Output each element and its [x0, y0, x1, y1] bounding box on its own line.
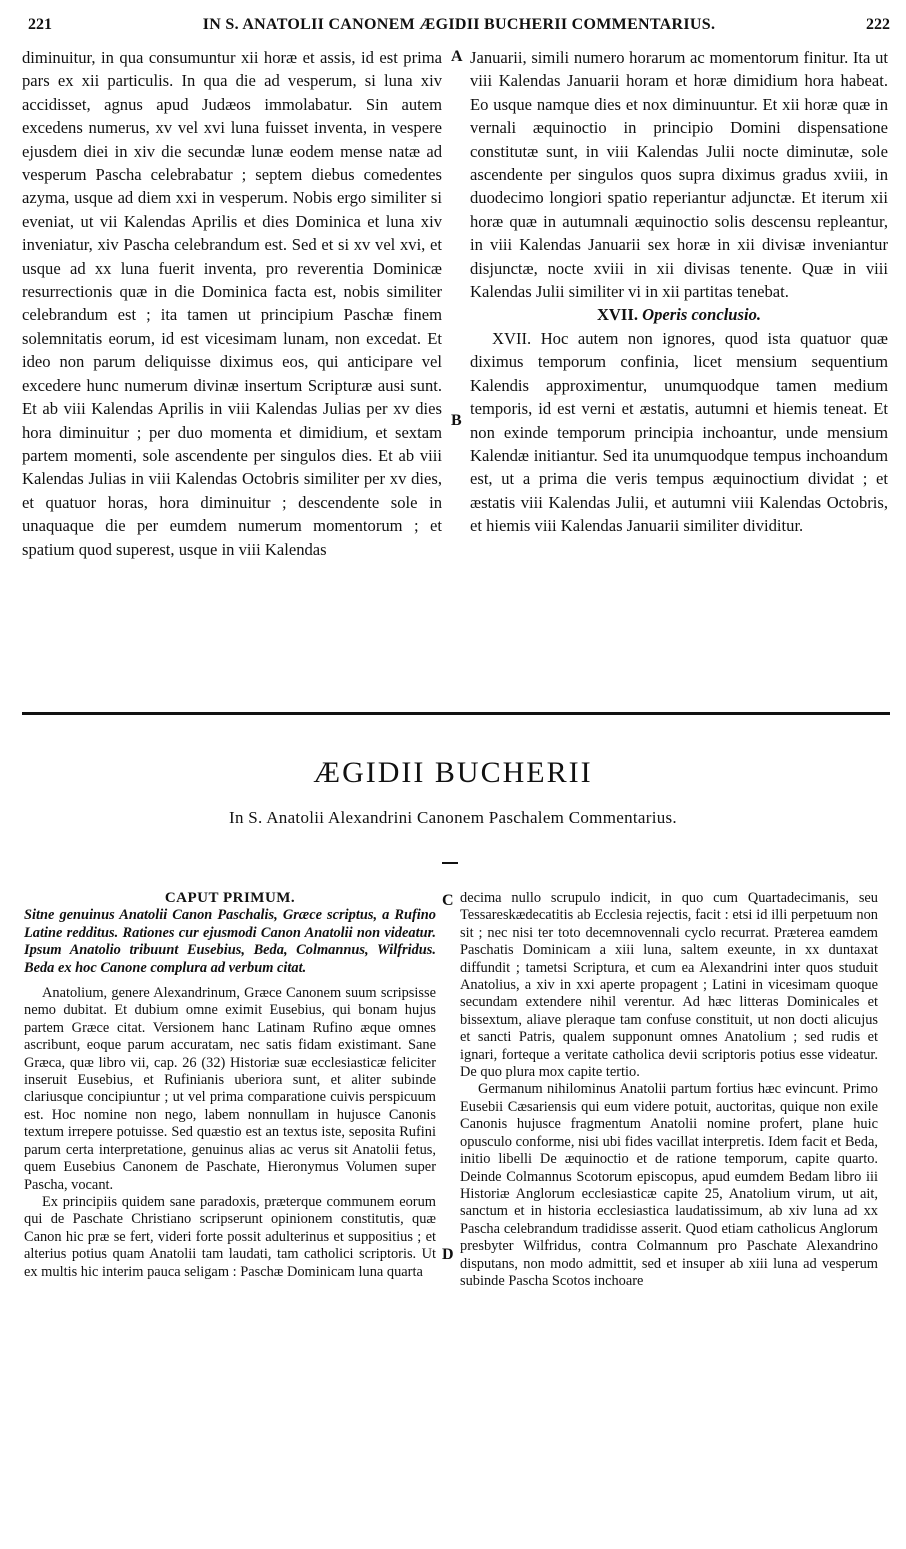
bottom-right-paragraph-1: decima nullo scrupulo indicit, in quo cum Quartadecimanis, seu Tessareskædecatitis ab Ecclesia rejectis, facit : etsi id illi perpetuum non sit ; nec nisi ter toto decemnovennali cyclo recurrat. Præterea eamdem Paschatis Dominicam a xiii luna, saltem exeunte, in xx duntaxat diffundit ; tametsi Scriptura, et cum ea Alexandrini inter quos studuit Anatolius, a xiv in xxi aperte propagent ; Latini in vicesimam quoque secundam extendere nihil verentur. Ad hæc litteras Dominicales et bissextum, aliave pleraque tam confuse constituit, ut non docti alicujus et sancti Patris, qualem supponunt omnes Anatolium ; sed rudis et ignari, forteque a veritate catholica devii scriptoris potius esse videatur. De quo plura mox capite tertio.: [460, 890, 878, 1081]
bottom-left-paragraph-1: Anatolium, genere Alexandrinum, Græce Canonem suum scripsisse nemo dubitat. Et dubium omne eximit Eusebius, qui bonam hujus partem Græce citat. Versionem hanc Latinam Rufino æque omnes ascribunt, eoque parum accuratam, nec satis fidam existimant. Sane Græca, quæ libro vii, cap. 26 (32) Historiæ suæ ecclesiasticæ feliciter inseruit Eusebius, et Rufinianis uberiora sunt, et aliter subinde clariusque concipiuntur ; ut vel prima comparatione cuivis perspicuum est. Hoc nomine non nego, labem nonnullam in hujusce Canonis textum irrepere potuisse. Sed quæstio est an textus iste, seposita Rufini parum certa interpretatione, genuinus alias ac verus sit Anatolii fetus, quem Eusebius Canonem de Paschate, Hieronymus Volumen super Pascha, vocant.: [24, 985, 436, 1193]
bottom-right-paragraph-2: Germanum nihilominus Anatolii partum fortius hæc evincunt. Primo Eusebii Cæsariensis qui eum videre potuit, auctoritas, quique non exile Canonis hujusce fragmentum Anatolii nomine profert, plane huic opusculo conforme, nisi ubi fides vacillat interpretis. Idem facit et Beda, initio libelli De æquinoctio et de ratione temporum, capite quarto. Deinde Colmannus Scotorum episcopus, apud eumdem Bedam libro iii Historiæ Anglorum ecclesiasticæ capite 25, Anatolium virum, ut ait, sanctum et in historia ecclesiastica laudatissimum, ab xiv luna ad xx Pascha celebrandum tradidisse asserit. Quod etiam catholicus Anglorum presbyter Wilfridus, contra Colmannum pro Paschate Alexandrino disputans, non modo admittit, sed et insuper ab xiii luna ad vesperum subinde Pascha Scotos inchoare: [460, 1081, 878, 1289]
article-subtitle: In S. Anatolii Alexandrini Canonem Paschalem Commentarius.: [228, 808, 677, 827]
bottom-left-column: [24, 890, 436, 1281]
top-right-paragraph-2: XVII. Hoc autem non ignores, quod ista quatuor quæ diximus temporum confinia, licet mensium sequentium Kalendis approximentur, unumquodque tamen medium temporis, id est verni et æstatis, autumni et hiemis teneat. Et non exinde temporum principia inchoantur, unde mensium Kalendæ initiantur. Sed ita unumquodque tempus inchoandum est, ut a prima die veris tempus æquinoctium dividat ; et æstatis viii Kalendas Julii, et autumni viii Kalendas Octobris, et hiemis viii Kalendas Januarii similiter dividitur.: [470, 328, 888, 536]
page-header: [28, 16, 890, 40]
margin-letter-b: B: [451, 412, 462, 429]
section-divider: [22, 712, 890, 715]
section-title: [470, 303, 888, 326]
top-left-paragraph: diminuitur, in qua consumuntur xii horæ et assis, id est prima pars ex xii particulis. In qua die ad vesperum, si luna xiv accidisset, agnus apud Judæos immolabatur. Sin autem excedens numerus, xv vel xvi luna fuisset inventa, in vespere ejusdem diei in xiv die secundæ lunæ eodem mense natæ ad vesperum Pascha celebrabatur ; septem diebus comedentes azyma, usque ad diem xxi in vesperum. Nobis ergo similiter si eveniat, ut vii Kalendas Aprilis et dies Dominica et luna xiv inveniatur, xiv Pascha celebrandum est. Sed et si xv vel xvi, et usque ad xx luna fuerit inventa, pro reverentia Dominicæ resurrectionis quæ in die Dominica facta est, nobis similiter celebrandum est ; ita tamen ut principium Paschæ finem solemnitatis eorum, id est vicesimam lunam, non excedat. Et ideo non parum deliquisse diximus eos, qui anticipare vel excedere hunc numerum divinæ insertum Scripturæ ausi sunt. Et ab viii Kalendas Aprilis in viii Kalendas Julias per xv dies hora diminuitur ; per duo momenta et dimidium, et sextam partem momenti, sole ascendente per singulos dies. Et ab viii Kalendas Julias in viii Kalendas Octobris similiter per xv dies, et quatuor horas, hora diminuitur ; descendente sole in unaquaque die per eumdem numerum momentorum ; et spatium quod superest, usque in viii Kalendas: [22, 48, 442, 559]
bottom-right-column: [460, 890, 878, 1290]
title-dash: [442, 862, 458, 864]
section-heading: Operis conclusio.: [642, 305, 762, 325]
chapter-title: CAPUT PRIMUM.: [164, 890, 296, 906]
article-title: ÆGIDII BUCHERII: [313, 756, 593, 789]
page-number-left: 221: [28, 16, 52, 33]
page-number-right: 222: [866, 16, 890, 33]
top-right-paragraph-1: Januarii, simili numero horarum ac momentorum finitur. Ita ut viii Kalendas Januarii horam et horæ dimidium hora habeat. Eo usque namque dies et nox diminuuntur. Et xii horæ quæ in vernali æquinoctio in principio Domini dispensatione constitutæ sunt, in viii Kalendas Julii nocte diminutæ, sole ascendente per singulos quos supra diximus gradus xviii, in duodecimo longiori spatio reperiantur adjunctæ. Et iterum xii horæ quæ in autumnali æquinoctio solis descensu repleantur, in viii Kalendas Januarii sex horæ in xii divisæ inveniantur disjunctæ, nocte xviii in xii divisas tenente. Quæ in viii Kalendas Julii similiter vi in xii partitas tenebat.: [470, 48, 888, 302]
margin-letter-d: D: [442, 1246, 454, 1263]
section-number: XVII.: [596, 305, 638, 325]
top-right-column: [470, 46, 888, 538]
margin-letter-c: C: [442, 892, 454, 909]
running-head: IN S. ANATOLII CANONEM ÆGIDII BUCHERII COMMENTARIUS.: [202, 16, 716, 33]
bottom-left-paragraph-2: Ex principiis quidem sane paradoxis, præterque communem eorum qui de Paschate Christiano scripserunt opinionem constitutis, quæ Canon hic præ se fert, videri forte possit adulterinus et suppositius ; et alterius potius quam Anatolii tam laudati, tam catholici scriptoris. Ut ex multis hic interim pauca seligam : Paschæ Dominicam luna quarta: [24, 1193, 436, 1280]
chapter-summary: Sitne genuinus Anatolii Canon Paschalis, Græce scriptus, a Rufino Latine redditus. Rationes cur ejusmodi Canon Anatolii non videatur. Ipsum Anatolio tribuunt Eusebius, Beda, Colmannus, Wilfridus. Beda ex hoc Canone complura ad verbum citat.: [24, 907, 436, 976]
margin-letter-a: A: [451, 48, 463, 65]
top-left-column: [22, 46, 442, 561]
